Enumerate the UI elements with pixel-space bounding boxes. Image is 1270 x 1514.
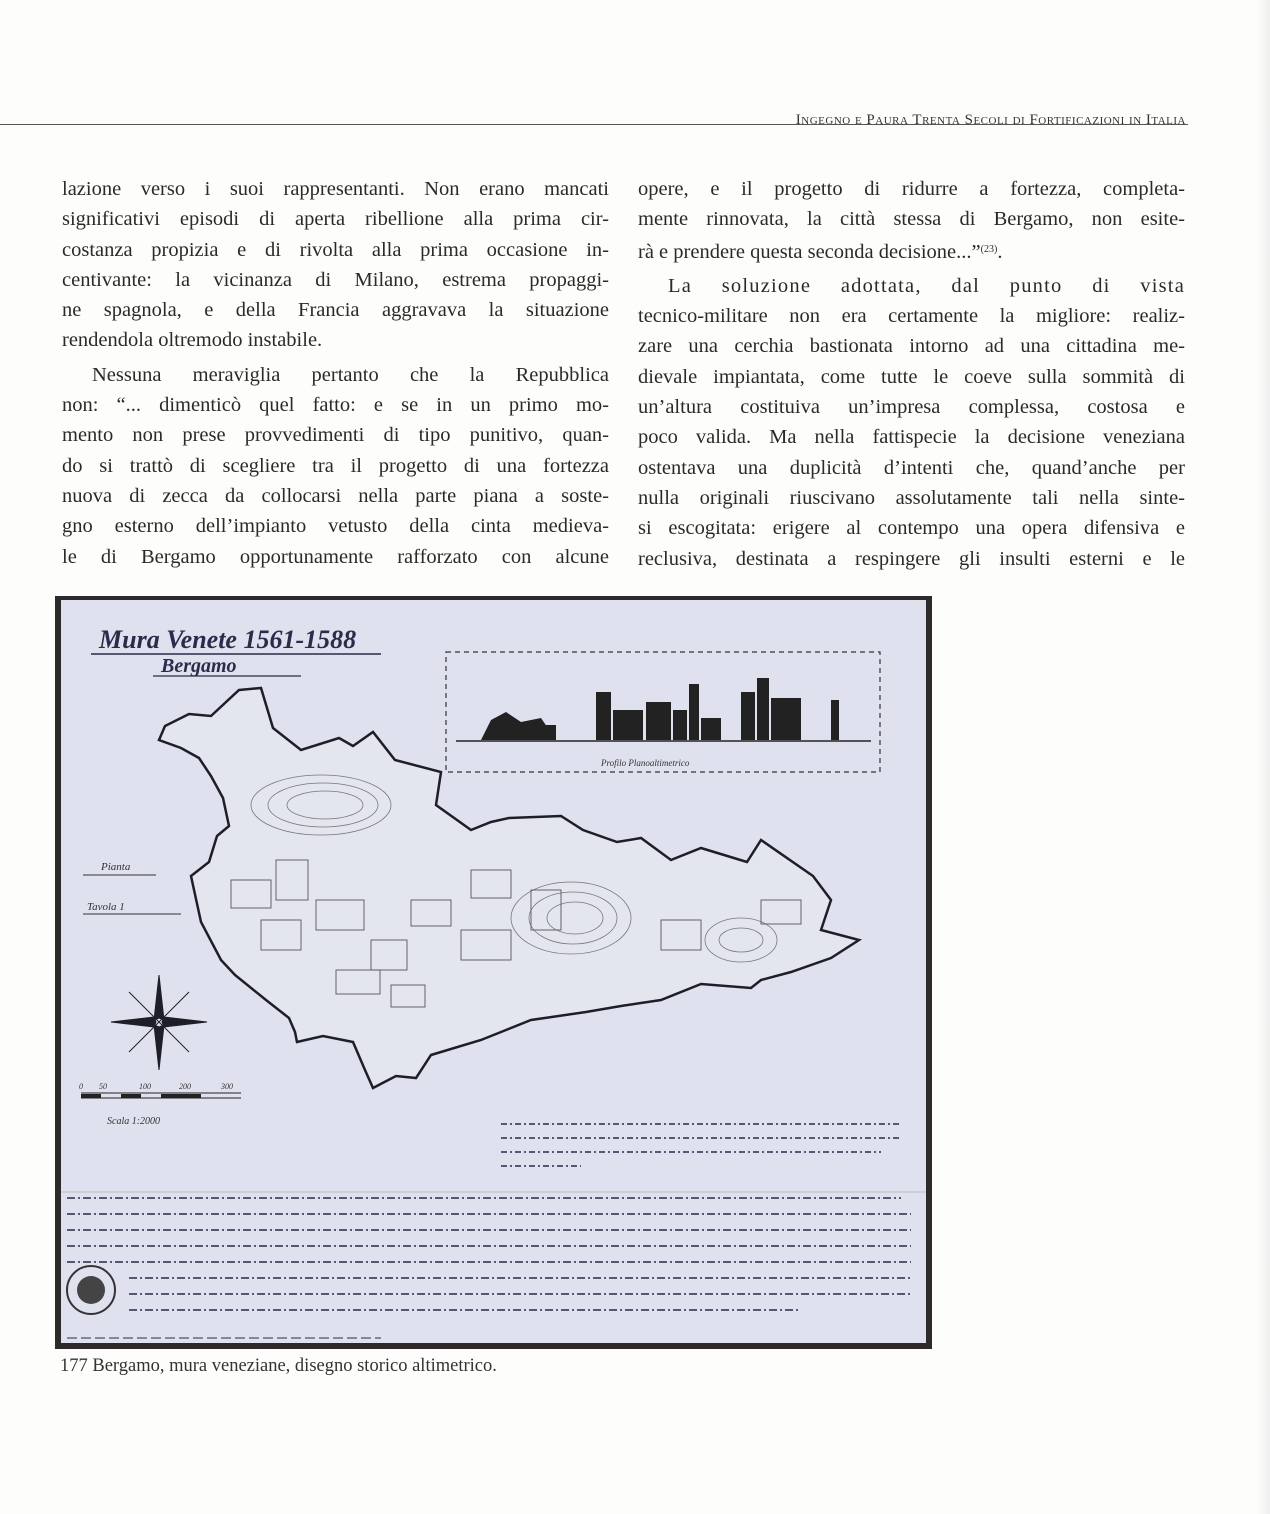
left-paragraph-2 bbox=[62, 360, 609, 572]
text-line-with-footnote bbox=[638, 235, 1185, 267]
scale-tick-label: 300 bbox=[221, 1082, 233, 1091]
footnote-reference: (23) bbox=[980, 243, 998, 255]
tavola-label: Tavola 1 bbox=[87, 901, 125, 913]
right-paragraph-2 bbox=[638, 271, 1185, 574]
scale-tick-label: 0 bbox=[79, 1082, 83, 1091]
text-line: le di Bergamo opportunamente rafforzato con alcune bbox=[62, 545, 609, 568]
pianta-label: Pianta bbox=[101, 861, 131, 873]
historic-map-drawing bbox=[61, 600, 926, 1343]
figure-caption: 177 Bergamo, mura veneziane, disegno storico altimetrico. bbox=[60, 1356, 497, 1376]
text-line: ostentava una duplicità d’intenti che, quand’anche per bbox=[638, 456, 1185, 479]
text-line: reclusiva, destinata a respingere gli insulti esterni e le bbox=[638, 547, 1185, 570]
legend-bottom bbox=[61, 1192, 926, 1338]
text-line: lazione verso i suoi rappresentanti. Non erano mancati bbox=[62, 178, 609, 200]
text-line: costanza propizia e di rivolta alla prima occasione in- bbox=[62, 238, 609, 261]
page-edge-shadow bbox=[1256, 0, 1270, 1514]
right-paragraph-1 bbox=[638, 174, 1185, 267]
text-line: Nessuna meraviglia pertanto che la Repubblica bbox=[92, 363, 609, 386]
text-line: ne spagnola, e della Francia aggravava la situazione bbox=[62, 299, 609, 322]
running-head: Ingegno e Paura Trenta Secoli di Fortificazioni in Italia bbox=[795, 112, 1186, 128]
right-column bbox=[638, 174, 1185, 574]
text-line: nuova di zecca da collocarsi nella parte piana a soste- bbox=[62, 484, 609, 507]
text-line: mento non prese provvedimenti di tipo punitivo, quan- bbox=[62, 424, 609, 447]
text-line: dievale impiantata, come tutte le coeve sulla sommità di bbox=[638, 365, 1185, 388]
scale-label: Scala 1:2000 bbox=[107, 1116, 161, 1127]
figure-photo-frame bbox=[55, 596, 932, 1349]
text-line: mente rinnovata, la città stessa di Bergamo, non esite- bbox=[638, 208, 1185, 231]
map-title: Mura Venete 1561-1588 bbox=[99, 625, 357, 654]
text-line: opere, e il progetto di ridurre a fortezza, completa- bbox=[638, 178, 1185, 200]
left-paragraph-1 bbox=[62, 174, 609, 356]
bastioned-walls bbox=[159, 688, 859, 1088]
text-line: do si trattò di scegliere tra il progetto di una fortezza bbox=[62, 454, 609, 477]
text-line: zare una cerchia bastionata intorno ad una cittadina me- bbox=[638, 335, 1185, 358]
text-line: significativi episodi di aperta ribellione alla prima cir- bbox=[62, 208, 609, 231]
scale-tick-label: 100 bbox=[139, 1082, 151, 1091]
scale-tick-label: 200 bbox=[179, 1082, 191, 1091]
text-line: gno esterno dell’impianto vetusto della cinta medieva- bbox=[62, 515, 609, 538]
scale-bar bbox=[79, 1082, 241, 1127]
text-line: tecnico-militare non era certamente la migliore: realiz- bbox=[638, 305, 1185, 328]
profile-label: Profilo Planoaltimetrico bbox=[601, 758, 690, 768]
text-fragment: . bbox=[997, 240, 1003, 263]
text-line: poco valida. Ma nella fattispecie la decisione veneziana bbox=[638, 426, 1185, 449]
text-line: rendendola oltremodo instabile. bbox=[62, 329, 323, 352]
text-line: La soluzione adottata, dal punto di vista bbox=[668, 274, 1185, 297]
legend-right bbox=[501, 1124, 901, 1166]
scale-tick-label: 50 bbox=[99, 1082, 107, 1091]
compass-rose-icon bbox=[111, 975, 207, 1070]
text-line: si escogitata: erigere al contempo una opera difensiva e bbox=[638, 517, 1185, 540]
text-line: non: “... dimenticò quel fatto: e se in un primo mo- bbox=[62, 394, 609, 417]
skyline-profile bbox=[481, 678, 839, 740]
text-line: un’altura costituiva un’impresa complessa, costosa e bbox=[638, 396, 1185, 419]
text-line: centivante: la vicinanza di Milano, estrema propaggi- bbox=[62, 268, 609, 291]
text-fragment: rà e prendere questa seconda decisione...” bbox=[638, 240, 981, 263]
map-svg bbox=[61, 600, 926, 1343]
left-column bbox=[62, 174, 609, 572]
archive-stamp-icon bbox=[67, 1266, 115, 1314]
text-line: nulla originali riuscivano assolutamente tali nella sinte- bbox=[638, 486, 1185, 509]
map-subtitle: Bergamo bbox=[161, 655, 237, 677]
